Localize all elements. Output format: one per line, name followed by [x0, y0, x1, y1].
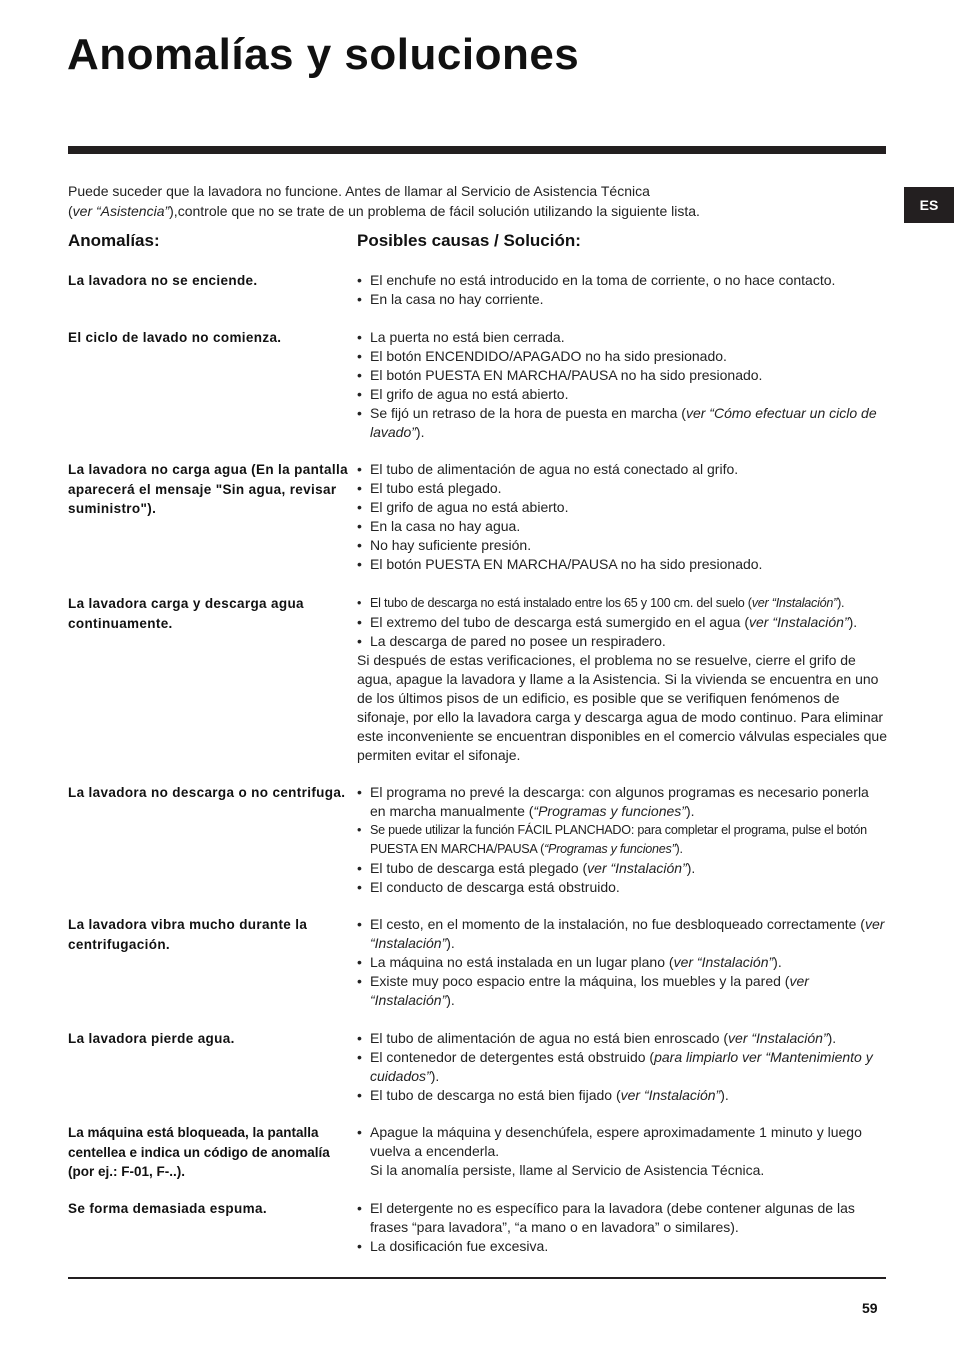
- page-title: Anomalías y soluciones: [67, 30, 580, 79]
- cause-item: [357, 859, 887, 878]
- cause-item: • La descarga de pared no posee un respiradero.: [357, 632, 887, 651]
- causes-block: [357, 915, 887, 1010]
- anomaly-label: La lavadora vibra mucho durante la centrifugación.: [68, 917, 308, 952]
- causes-block: [357, 460, 887, 574]
- cause-reference: ver “Instalación”: [728, 1030, 828, 1046]
- cause-item: • En la casa no hay corriente.: [357, 290, 887, 309]
- cause-text-end: ).: [773, 954, 782, 970]
- cause-item: • El conducto de descarga está obstruido.: [357, 878, 887, 897]
- anomalies-heading: Anomalías:: [68, 231, 160, 250]
- cause-item: [357, 613, 887, 632]
- cause-text-end: ).: [415, 424, 425, 440]
- cause-item: [357, 915, 887, 953]
- cause-text: El tubo de alimentación de agua no está bien enroscado (: [370, 1030, 729, 1046]
- causes-list: [357, 915, 887, 1010]
- cause-text-end: ).: [685, 803, 695, 819]
- cause-item: • El enchufe no está introducido en la toma de corriente, o no hace contacto.: [357, 271, 887, 290]
- cause-item: • Apague la máquina y desenchúfela, espere aproximadamente 1 minuto y luego vuelva a encenderla.: [357, 1123, 887, 1161]
- causes-block: [357, 328, 887, 442]
- causes-list: [357, 594, 887, 651]
- cause-text: Se fijó un retraso de la hora de puesta en marcha (: [370, 405, 686, 421]
- causes-block: [357, 1199, 887, 1256]
- causes-heading: Posibles causas / Solución:: [357, 231, 581, 250]
- anomaly-label: La lavadora no carga agua (En la pantalla aparecerá el mensaje "Sin agua, revisar suministro").: [68, 462, 348, 516]
- anomaly-label: La lavadora carga y descarga agua continuamente.: [68, 596, 304, 631]
- anomaly-label: La lavadora pierde agua.: [68, 1031, 235, 1046]
- cause-reference: ver “Instalación”: [749, 614, 849, 630]
- cause-item: [357, 594, 887, 613]
- intro-open: (: [68, 203, 73, 219]
- language-tab: ES: [904, 187, 954, 223]
- intro-line-2: ),controle que no se trate de un problema de fácil solución utilizando la siguiente lista.: [169, 203, 700, 219]
- causes-block: [357, 271, 887, 309]
- cause-text-end: ).: [827, 1030, 837, 1046]
- cause-item: • El grifo de agua no está abierto.: [357, 498, 887, 517]
- anomaly-label: La lavadora no se enciende.: [68, 273, 258, 288]
- cause-reference: “Programas y funciones”: [533, 803, 686, 819]
- cause-item: • El tubo de alimentación de agua no está conectado al grifo.: [357, 460, 887, 479]
- causes-block: [357, 1123, 887, 1180]
- cause-reference: ver “Instalación”: [751, 596, 838, 610]
- cause-item: [357, 1086, 887, 1105]
- cause-item: • El tubo está plegado.: [357, 479, 887, 498]
- cause-reference: ver “Instalación”: [673, 954, 774, 970]
- cause-item: • El botón PUESTA EN MARCHA/PAUSA no ha sido presionado.: [357, 555, 887, 574]
- title-divider: [68, 146, 886, 154]
- cause-text-end: ).: [446, 992, 455, 1008]
- causes-block: [357, 783, 887, 897]
- cause-item: • La dosificación fue excesiva.: [357, 1237, 887, 1256]
- cause-text: El programa no prevé la descarga: con algunos programas es necesario ponerla en marcha manualmente (: [370, 784, 869, 819]
- intro-reference: ver “Asistencia”: [72, 203, 170, 219]
- cause-item: [357, 821, 887, 859]
- cause-text-end: ).: [720, 1087, 729, 1103]
- footer-divider: [68, 1277, 886, 1279]
- cause-note: Si después de estas verificaciones, el problema no se resuelve, cierre el grifo de agua, apague la lavadora y llame a la Asistencia. Si la vivienda se encuentra en uno de los últimos pisos de un edificio, es posible que se verifiquen fenómenos de sifonaje, por ello la lavadora carga y descarga agua de modo continuo. Para eliminar este inconveniente se encuentran disponibles en el comercio válvulas especiales que permiten evitar el sifonaje.: [357, 652, 887, 763]
- cause-text-end: ).: [675, 842, 683, 856]
- anomaly-label: El ciclo de lavado no comienza.: [68, 330, 282, 345]
- cause-reference: ver “Instalación”: [620, 1087, 721, 1103]
- cause-text: Se puede utilizar la función FÁCIL PLANCHADO: para completar el programa, pulse el botón PUESTA EN MARCHA/PAUSA (: [370, 823, 867, 856]
- cause-text: El tubo de descarga no está bien fijado (: [370, 1087, 621, 1103]
- cause-text-end: ).: [837, 596, 845, 610]
- cause-text: El extremo del tubo de descarga está sumergido en el agua (: [370, 614, 750, 630]
- intro-paragraph: [68, 181, 808, 221]
- causes-list: [357, 783, 887, 897]
- cause-item: [357, 404, 887, 442]
- cause-item: [357, 953, 887, 972]
- cause-text: El tubo de descarga no está instalado entre los 65 y 100 cm. del suelo (: [370, 596, 752, 610]
- cause-text-end: ).: [686, 860, 696, 876]
- cause-item: [357, 972, 887, 1010]
- cause-text-end: ).: [430, 1068, 440, 1084]
- anomaly-label: Se forma demasiada espuma.: [68, 1201, 267, 1216]
- cause-text: Existe muy poco espacio entre la máquina, los muebles y la pared (: [370, 973, 790, 989]
- causes-list: [357, 460, 887, 574]
- cause-item: • El detergente no es específico para la lavadora (debe contener algunas de las frases “para lavadora”, “a mano o en lavadora” o similares).: [357, 1199, 887, 1237]
- cause-text: El contenedor de detergentes está obstruido (: [370, 1049, 655, 1065]
- cause-text-end: ).: [848, 614, 858, 630]
- causes-list: [357, 271, 887, 309]
- cause-text: El tubo de descarga está plegado (: [370, 860, 588, 876]
- cause-reference: para limpiarlo ver “Mantenimiento y cuidados”: [370, 1049, 873, 1084]
- cause-reference: ver “Instalación”: [370, 973, 809, 1008]
- causes-list: [357, 1123, 887, 1161]
- anomaly-label: La lavadora no descarga o no centrifuga.: [68, 785, 346, 800]
- cause-item: [357, 1048, 887, 1086]
- causes-block: [357, 594, 887, 765]
- cause-item: [357, 1029, 887, 1048]
- page-number: 59: [862, 1300, 878, 1316]
- cause-item: • No hay suficiente presión.: [357, 536, 887, 555]
- cause-item: • La puerta no está bien cerrada.: [357, 328, 887, 347]
- cause-text: El cesto, en el momento de la instalación, no fue desbloqueado correctamente (: [370, 916, 865, 932]
- causes-block: [357, 1029, 887, 1105]
- cause-item: [357, 783, 887, 821]
- cause-item: • El grifo de agua no está abierto.: [357, 385, 887, 404]
- cause-item: • En la casa no hay agua.: [357, 517, 887, 536]
- cause-text-end: ).: [446, 935, 455, 951]
- cause-item: • El botón PUESTA EN MARCHA/PAUSA no ha sido presionado.: [357, 366, 887, 385]
- cause-reference: ver “Cómo efectuar un ciclo de lavado”: [370, 405, 877, 440]
- causes-list: [357, 1199, 887, 1256]
- anomaly-label: La máquina está bloqueada, la pantalla centellea e indica un código de anomalía (por ej.: F-01, F-..).: [68, 1125, 330, 1179]
- causes-list: [357, 328, 887, 442]
- cause-reference: ver “Instalación”: [587, 860, 687, 876]
- intro-line-1: Puede suceder que la lavadora no funcione. Antes de llamar al Servicio de Asistencia Técnica: [68, 183, 650, 199]
- causes-list: [357, 1029, 887, 1105]
- cause-item: • El botón ENCENDIDO/APAGADO no ha sido presionado.: [357, 347, 887, 366]
- cause-reference: ver “Instalación”: [370, 916, 885, 951]
- cause-note: Si la anomalía persiste, llame al Servicio de Asistencia Técnica.: [370, 1162, 765, 1178]
- cause-reference: “Programas y funciones”: [544, 842, 676, 856]
- cause-text: La máquina no está instalada en un lugar plano (: [370, 954, 674, 970]
